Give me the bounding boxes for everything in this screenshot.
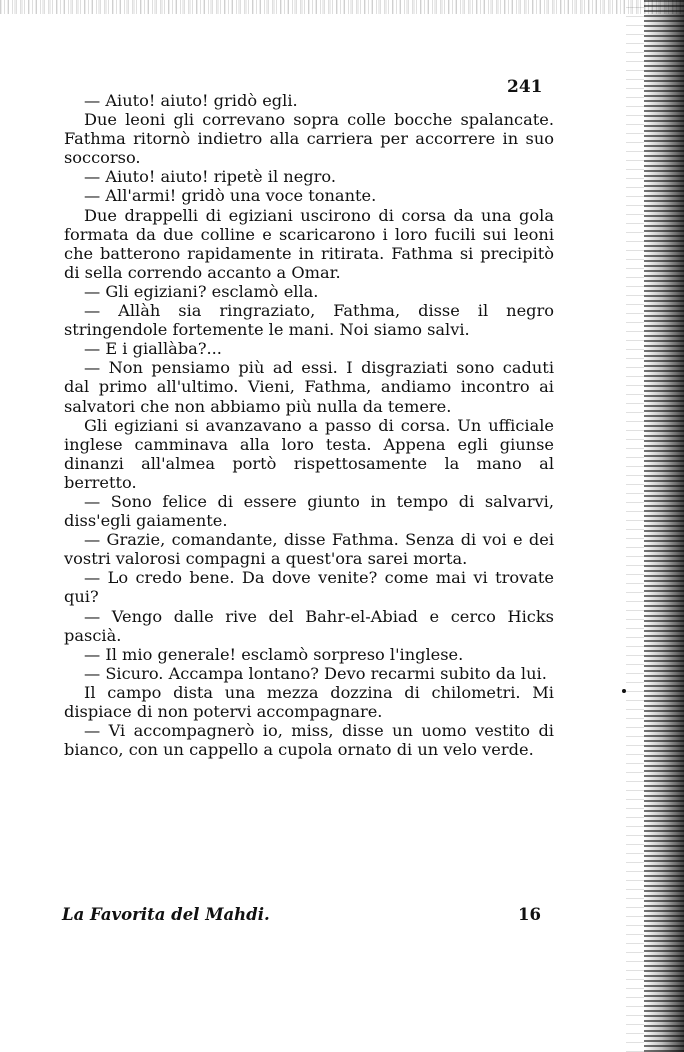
paragraph: Il campo dista una mezza dozzina di chilometri. Mi dispiace di non potervi accompagnare. (64, 682, 554, 721)
paragraph: Due drappelli di egiziani uscirono di corsa da una gola formata da due colline e scaricarono i loro fucili sui leoni che batterono rapidamente in ritirata. Fathma si precipitò di sella correndo accanto a Omar. (64, 205, 554, 282)
ink-speck (622, 689, 626, 693)
paragraph: Due leoni gli correvano sopra colle bocche spalancate. Fathma ritornò indietro alla carriera per accorrere in suo soccorso. (64, 110, 554, 168)
paragraph: — Grazie, comandante, disse Fathma. Senza di voi e dei vostri valorosi compagni a quest'ora sarei morta. (64, 530, 554, 569)
paragraph: — Il mio generale! esclamò sorpreso l'inglese. (84, 644, 464, 664)
scan-binding-shadow (626, 0, 644, 1052)
paragraph: — Sono felice di essere giunto in tempo di salvarvi, diss'egli gaiamente. (64, 491, 554, 531)
scan-right-edge (644, 0, 684, 1052)
paragraph: — Sicuro. Accampa lontano? Devo recarmi subito da lui. (84, 663, 547, 683)
paragraph: — Vengo dalle rive del Bahr-el-Abiad e cerco Hicks pascià. (64, 606, 554, 645)
paragraph: — E i giallàba?... (84, 339, 222, 359)
paragraph: — Aiuto! aiuto! ripetè il negro. (84, 167, 336, 187)
scan-top-edge (0, 0, 684, 14)
paragraph: — Vi accompagnerò io, miss, disse un uomo vestito di bianco, con un cappello a cupola ornato di un velo verde. (64, 721, 554, 760)
page-number: 241 (507, 77, 543, 97)
paragraph: — All'armi! gridò una voce tonante. (84, 186, 377, 206)
paragraph: — Allàh sia ringraziato, Fathma, disse il negro stringendole fortemente le mani. Noi siamo salvi. (64, 301, 554, 340)
book-title: La Favorita del Mahdi. (62, 905, 270, 924)
paragraph: — Gli egiziani? esclamò ella. (84, 281, 319, 301)
paragraph: — Non pensiamo più ad essi. I disgraziati sono caduti dal primo all'ultimo. Vieni, Fathma, andiamo incontro ai salvatori che non abbiamo più nulla da temere. (64, 358, 554, 416)
signature-mark: 16 (518, 905, 541, 924)
paragraph: Gli egiziani si avanzavano a passo di corsa. Un ufficiale inglese camminava alla loro testa. Appena egli giunse dinanzi all'almea portò rispettosamente la mano al berretto. (64, 415, 554, 492)
paragraph: — Lo credo bene. Da dove venite? come mai vi trovate qui? (64, 568, 554, 607)
paragraph: — Aiuto! aiuto! gridò egli. (84, 91, 298, 110)
body-text (64, 91, 554, 759)
